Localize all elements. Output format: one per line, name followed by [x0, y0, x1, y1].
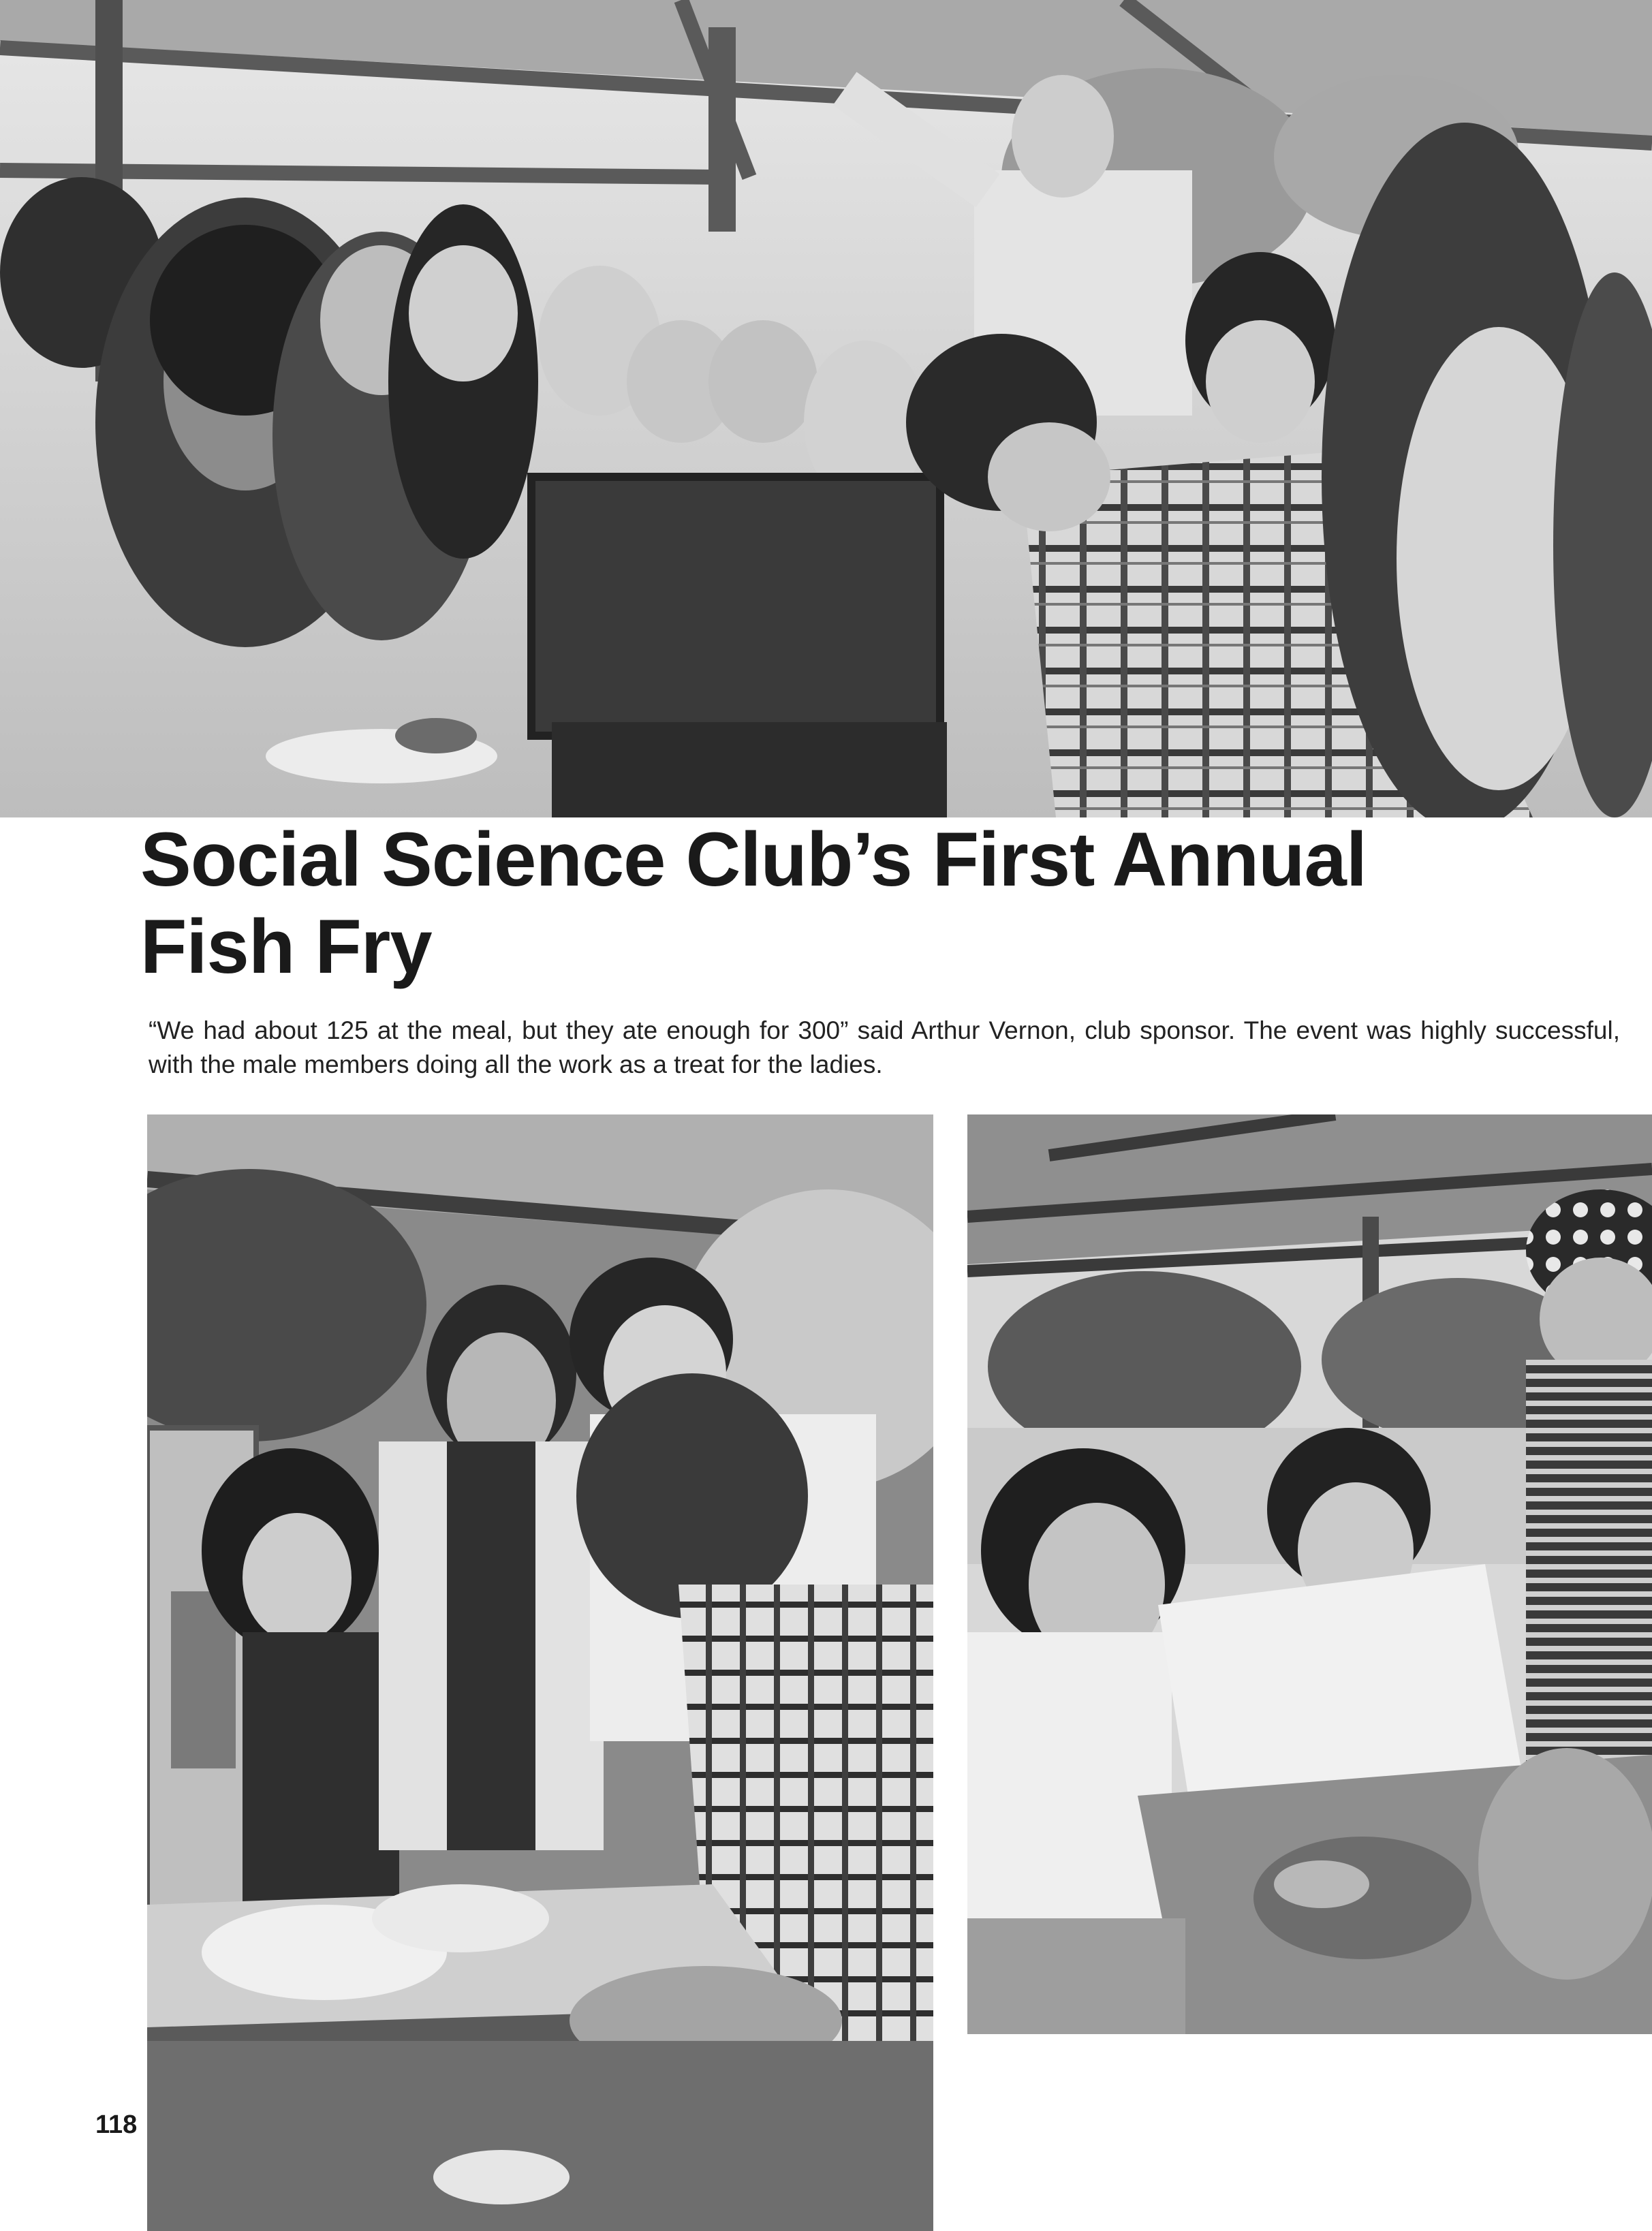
- headline-line-1: Social Science Club’s First Annual: [140, 817, 1367, 902]
- headline-line-2: Fish Fry: [140, 904, 432, 989]
- photo-serving-line: [0, 0, 1652, 817]
- article-caption: “We had about 125 at the meal, but they ate enough for 300” said Arthur Vernon, club sponsor. The event was highly successful, with the male members doing all the work as a treat for the ladies.: [149, 1016, 1620, 1078]
- serving-line-illustration: [0, 0, 1652, 817]
- cleaning-fish-illustration: [967, 1114, 1652, 2034]
- food-table-illustration: [147, 1114, 933, 2231]
- article-headline: [140, 816, 1571, 990]
- photo-cleaning-fish: [967, 1114, 1652, 2034]
- photo-food-table: [147, 1114, 933, 2231]
- page-number: 118: [95, 2110, 138, 2139]
